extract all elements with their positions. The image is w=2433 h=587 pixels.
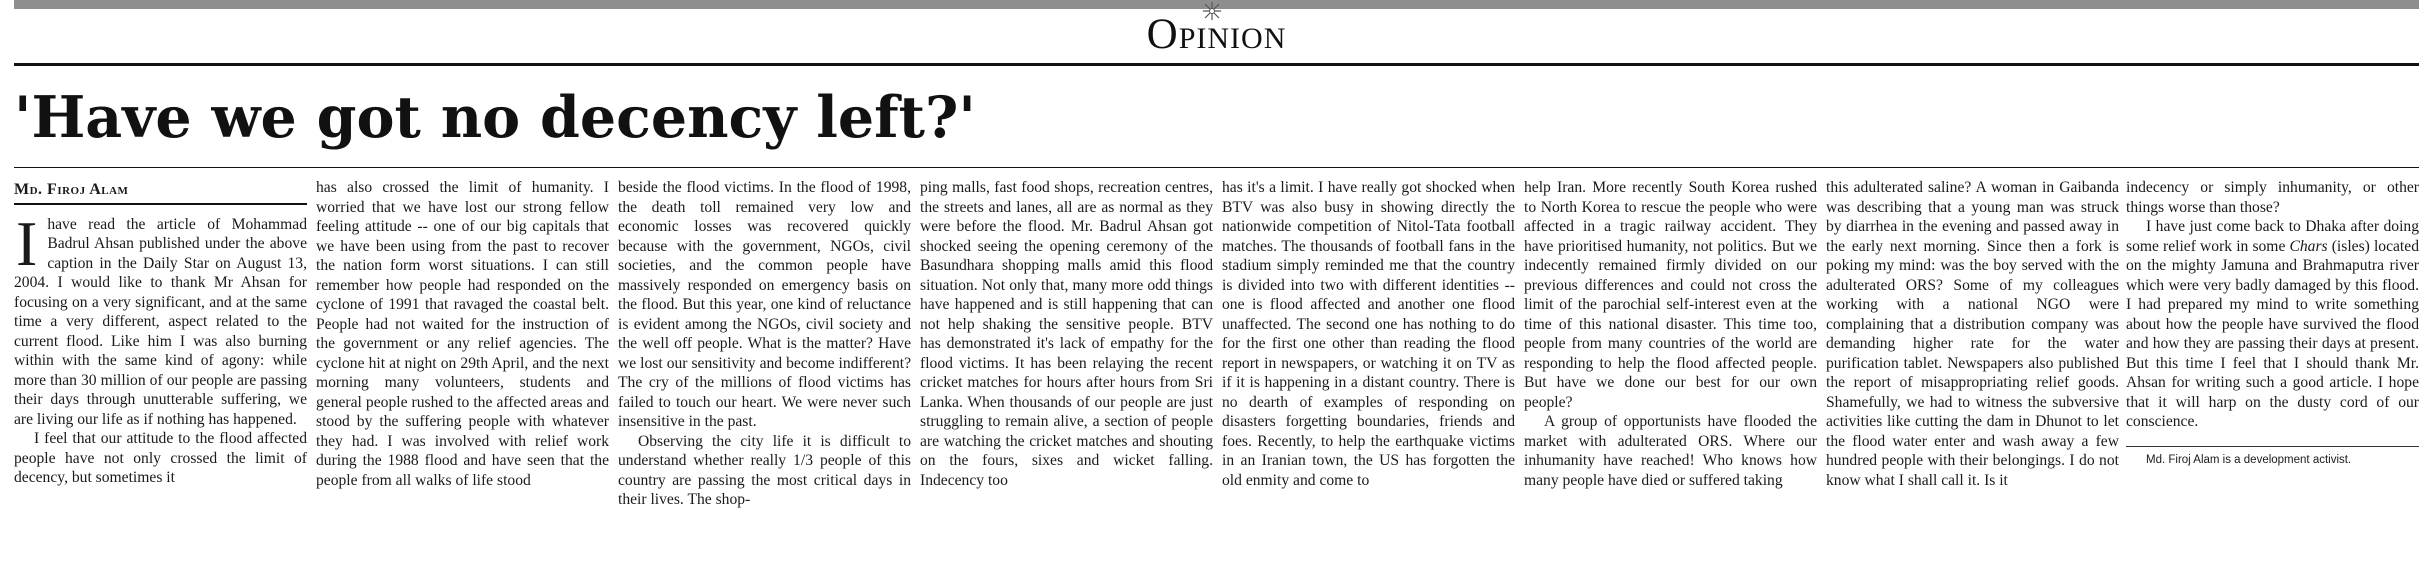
paragraph: Observing the city life it is difficult to understand whether really 1/3 people of this country are passing the most critical days in their lives. The shop-: [618, 432, 911, 508]
drop-cap: I: [16, 207, 38, 279]
paragraph: this adulterated saline? A woman in Gaibanda was describing that a young man was struck by diarrhea in the evening and passed away in the early next morning. Since then a fork is poking my mind: was the boy served with the adulterated ORS? Some of my colleagues working with a national NGO were complaining that a distribution company was demanding higher rate for the water purification tablet. Newspapers also published the report of misappropriating relief goods. Shamefully, we had to witness the subversive activities like cutting the dam in Dhunot to let the flood water enter and wash away a few hundred people with their belongings. I do not know what I shall call it. Is it: [1826, 179, 2119, 489]
author-note: Md. Firoj Alam is a development activist.: [2146, 453, 2352, 466]
paragraph: I feel that our attitude to the flood affected people have not only crossed the limit of decency, but sometimes it: [14, 430, 307, 486]
column-3: [618, 178, 911, 582]
header-rule: [14, 63, 2419, 66]
column-1: [14, 178, 307, 582]
paragraph: indecency or simply inhumanity, or other things worse than those?: [2126, 179, 2419, 216]
paragraph: help Iran. More recently South Korea rushed to North Korea to rescue the people who were affected in a tragic railway accident. They have prioritised humanity, not politics. But we indecently remained firmly divided on our previous differences and could not cross the limit of the parochial self-interest even at the time of this national disaster. This time too, people from many countries of the world are responding to help the flood affected people. But have we done our best for our own people?: [1524, 179, 1817, 411]
section-title: Opinion: [1146, 11, 1287, 58]
paragraph: has also crossed the limit of humanity. I worried that we have lost our strong fellow feeling attitude -- one of our big capitals that we have been using from the past to recover the nation form worst situations. I can still remember how people had responded on the cyclone of 1991 that ravaged the coastal belt. People had not waited for the instruction of the government or any relief agencies. The cyclone hit at night on 29th April, and the next morning many volunteers, students and general people rushed to the affected areas and stood by the suffering people with whatever they had. I was involved with relief work during the 1988 flood and have seen that the people from all walks of life stood: [316, 179, 609, 489]
emphasis-chars: Chars: [2289, 237, 2328, 255]
paragraph: beside the flood victims. In the flood of 1998, the death toll remained very low and economic losses was recovered quickly because with the government, NGOs, civil societies, and the common people have massively responded on emergency basis on the flood. But this year, one kind of reluctance is evident among the NGOs, civil society and the well off people. What is the matter? Have we lost our sensitivity and become indifferent? The cry of the millions of flood victims has failed to touch our heart. We were never such insensitive in the past.: [618, 179, 911, 430]
column-8: [2126, 178, 2419, 582]
article-body: [14, 178, 2419, 582]
headline-rule: [14, 167, 2419, 168]
paragraph: Ihave read the article of Mohammad Badrul Ahsan published under the above caption in the Daily Star on August 13, 2004. I would like to thank Mr Ahsan for focusing on a very significant, and at the same time a very different, aspect related to the current flood. Like him I was also burning within with the same kind of agony: while more than 30 million of our people are passing their days through unutterable suffering, we are living our life as if nothing has happened.: [14, 207, 307, 428]
paragraph: I have just come back to Dhaka after doing some relief work in some Chars (isles) located on the mighty Jamuna and Brahmaputra river which were very badly damaged by this flood. I had prepared my mind to write something about how the people have survived the flood and how they are passing their days at present. But this time I feel that I should thank Mr. Ahsan for writing such a good article. I hope that it will harp on the dusty cord of our conscience.: [2126, 218, 2419, 430]
article-headline: 'Have we got no decency left?': [14, 84, 976, 151]
paragraph: A group of opportunists have flooded the market with adulterated ORS. Where our inhumanity have reached! Who knows how many people have died or suffered taking: [1524, 413, 1817, 489]
author-byline: Md. Firoj Alam: [14, 180, 307, 205]
column-6: [1524, 178, 1817, 582]
column-2: [316, 178, 609, 582]
paragraph: ping malls, fast food shops, recreation centres, the streets and lanes, all are as normal as they were before the flood. Mr. Badrul Ahsan got shocked seeing the opening ceremony of the Basundhara shopping malls amid this flood situation. Not only that, many more odd things have happened and is still happening that can not help shaking the sensitive people. BTV has demonstrated it's lack of empathy for the flood victims. It has been relaying the recent cricket matches for hours after hours from Sri Lanka. When thousands of our people are just struggling to remain alive, a section of people are watching the cricket matches and shouting on the fours, sixes and wicket falling. Indecency too: [920, 179, 1213, 489]
paragraph: has it's a limit. I have really got shocked when BTV was also busy in showing directly the nationwide competition of Nitol-Tata football matches. The thousands of football fans in the stadium simply reminded me that the country is divided into two with different identities -- one is flood affected and another one flood unaffected. The second one has nothing to do for the first one other than reading the flood report in newspapers, or watching it on TV as if it is happening in a distant country. There is no dearth of examples of responding on disasters forgetting boundaries, friends and foes. Recently, to help the earthquake victims in an Iranian town, the US has forgotten the old enmity and come to: [1222, 179, 1515, 489]
note-rule: [2126, 446, 2419, 447]
column-7: [1826, 178, 2119, 582]
column-4: [920, 178, 1213, 582]
column-5: [1222, 178, 1515, 582]
